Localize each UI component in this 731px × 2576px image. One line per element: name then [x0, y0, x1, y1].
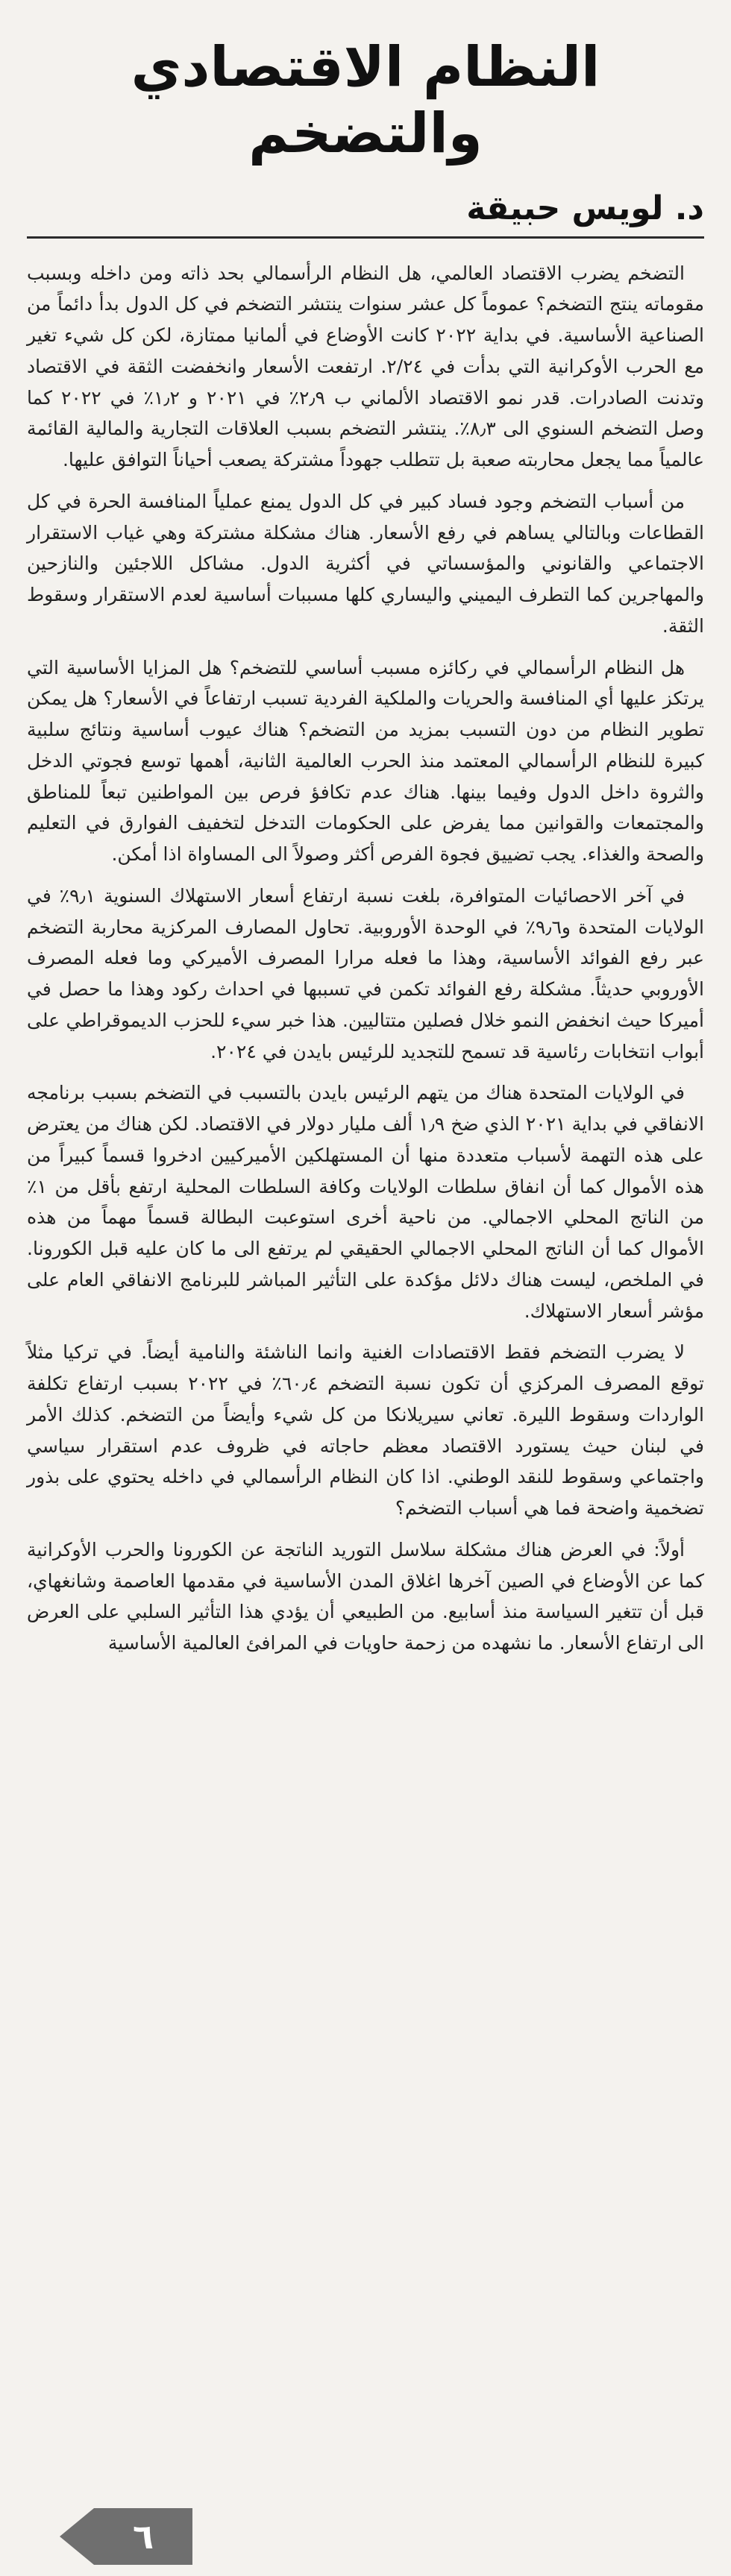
article-title: النظام الاقتصادي والتضخم [131, 35, 600, 166]
paragraph: هل النظام الرأسمالي في ركائزه مسبب أساسي للتضخم؟ هل المزايا الأساسية التي يرتكز عليها أي المنافسة والحريات والملكية الفردية تسبب ارتفاعاً في الأسعار؟ هل يمكن تطوير النظام من دون التسبب بمزيد من التضخم؟ هناك عيوب أساسية ونتائج سلبية كبيرة للنظام الرأسمالي المعتمد منذ الحرب العالمية الثانية، أهمها توسع فجوتي الدخل والثروة داخل الدول وفيما بينها. هناك عدم تكافؤ فرص بين المواطنين تبعاً للمناطق والمجتمعات والقوانين مما يفرض على الحكومات التدخل لتخفيف الفوارق في التعليم والصحة والغذاء. يجب تضييق فجوة الفرص أكثر وصولاً الى المساواة اذا أمكن. [27, 656, 704, 866]
article-body [27, 258, 704, 1659]
arrow-left-icon [60, 2508, 94, 2565]
page-number-tab [60, 2507, 192, 2566]
paragraph: لا يضرب التضخم فقط الاقتصادات الغنية وانما الناشئة والنامية أيضاً. في تركيا مثلاً توقع المصرف المركزي أن تكون نسبة التضخم ٦٠٫٤٪ في ٢٠٢٢ بسبب ارتفاع تكلفة الواردات وسقوط الليرة. تعاني سيريلانكا من كل شيء وأيضاً من التضخم. كذلك الأمر في لبنان حيث يستورد الاقتصاد معظم حاجاته في ظروف عدم استقرار سياسي واجتماعي وسقوط للنقد الوطني. اذا كان النظام الرأسمالي في داخله يحتوي على بذور تضخمية واضحة فما هي أسباب التضخم؟ [27, 1341, 704, 1520]
page-number: ٦ [94, 2508, 192, 2565]
paragraph: في آخر الاحصائيات المتوافرة، بلغت نسبة ارتفاع أسعار الاستهلاك السنوية ٩٫١٪ في الولايات المتحدة و٩٫٦٪ في الوحدة الأوروبية. تحاول المصارف المركزية محاربة التضخم عبر رفع الفوائد الأساسية، وهذا ما فعله مرارا المصرف الأميركي وما فعله المصرف الأوروبي حديثاً. مشكلة رفع الفوائد تكمن في تسببها في احداث ركود وهذا ما حصل في أميركا حيث انخفض النمو خلال فصلين متتاليين. هذا خبر سيء للحزب الديموقراطي على أبواب انتخابات رئاسية قد تسمح للتجديد للرئيس بايدن في ٢٠٢٤. [27, 884, 704, 1062]
article-author: د. لويس حبيقة [466, 189, 704, 227]
paragraph: في الولايات المتحدة هناك من يتهم الرئيس بايدن بالتسبب في التضخم بسبب برنامجه الانفاقي في بداية ٢٠٢١ الذي ضخ ١٫٩ ألف مليار دولار في الاقتصاد. لكن هناك من يعترض على هذه التهمة لأسباب متعددة منها أن المستهلكين الأميركيين ادخروا قسماً كبيراً من هذه الأموال كما أن انفاق سلطات الولايات وكافة السلطات المحلية ارتفع بأقل من ١٪ من الناتج المحلي الاجمالي. من ناحية أخرى استوعبت البطالة قسماً مهماً من هذه الأموال كما أن الناتج المحلي الاجمالي الحقيقي لم يرتفع الى ما كان عليه قبل الكورونا. في الملخص، ليست هناك دلائل مؤكدة على التأثير المباشر للبرنامج الانفاقي العام على مؤشر أسعار الاستهلاك. [27, 1082, 705, 1322]
paragraph: من أسباب التضخم وجود فساد كبير في كل الدول يمنع عملياً المنافسة الحرة في كل القطاعات وبالتالي يساهم في رفع الأسعار. هناك مشكلة مشتركة وهي غياب الاستقرار الاجتماعي والقانوني والمؤسساتي في أكثرية الدول. مشاكل اللاجئين والنازحين والمهاجرين كما التطرف اليميني واليساري كلها مسببات أساسية لعدم الاستقرار وسقوط الثقة. [27, 490, 704, 637]
paragraph: أولاً: في العرض هناك مشكلة سلاسل التوريد الناتجة عن الكورونا والحرب الأوكرانية كما عن الأوضاع في الصين آخرها اغلاق المدن الأساسية في مقدمها العاصمة وشانغهاي، قبل أن تتغير السياسة منذ أسابيع. من الطبيعي أن يؤدي هذا التأثير السلبي على العرض الى ارتفاع الأسعار. ما نشهده من زحمة حاويات في المرافئ العالمية الأساسية [27, 1538, 704, 1654]
title-divider [27, 236, 704, 239]
paragraph: التضخم يضرب الاقتصاد العالمي، هل النظام الرأسمالي بحد ذاته ومن داخله وبسبب مقوماته ينتج التضخم؟ عموماً كل عشر سنوات ينتشر التضخم في كل الدول بدأ دائماً من الصناعية الأساسية. في بداية ٢٠٢٢ كانت الأوضاع في ألمانيا ممتازة، لكن كل شيء تغير مع الحرب الأوكرانية التي بدأت في ٢/٢٤. ارتفعت الأسعار وانخفضت الثقة في الاقتصاد وتدنت الصادرات. قدر نمو الاقتصاد الألماني ب ٢٫٩٪ في ٢٠٢١ و ١٫٢٪ في ٢٠٢٢ كما وصل التضخم السنوي الى ٨٫٣٪. ينتشر التضخم بسبب العلاقات التجارية والمالية القائمة عالمياً مما يجعل محاربته صعبة بل تتطلب جهوداً مشتركة يصعب أحياناً التوافق عليها. [27, 262, 705, 471]
